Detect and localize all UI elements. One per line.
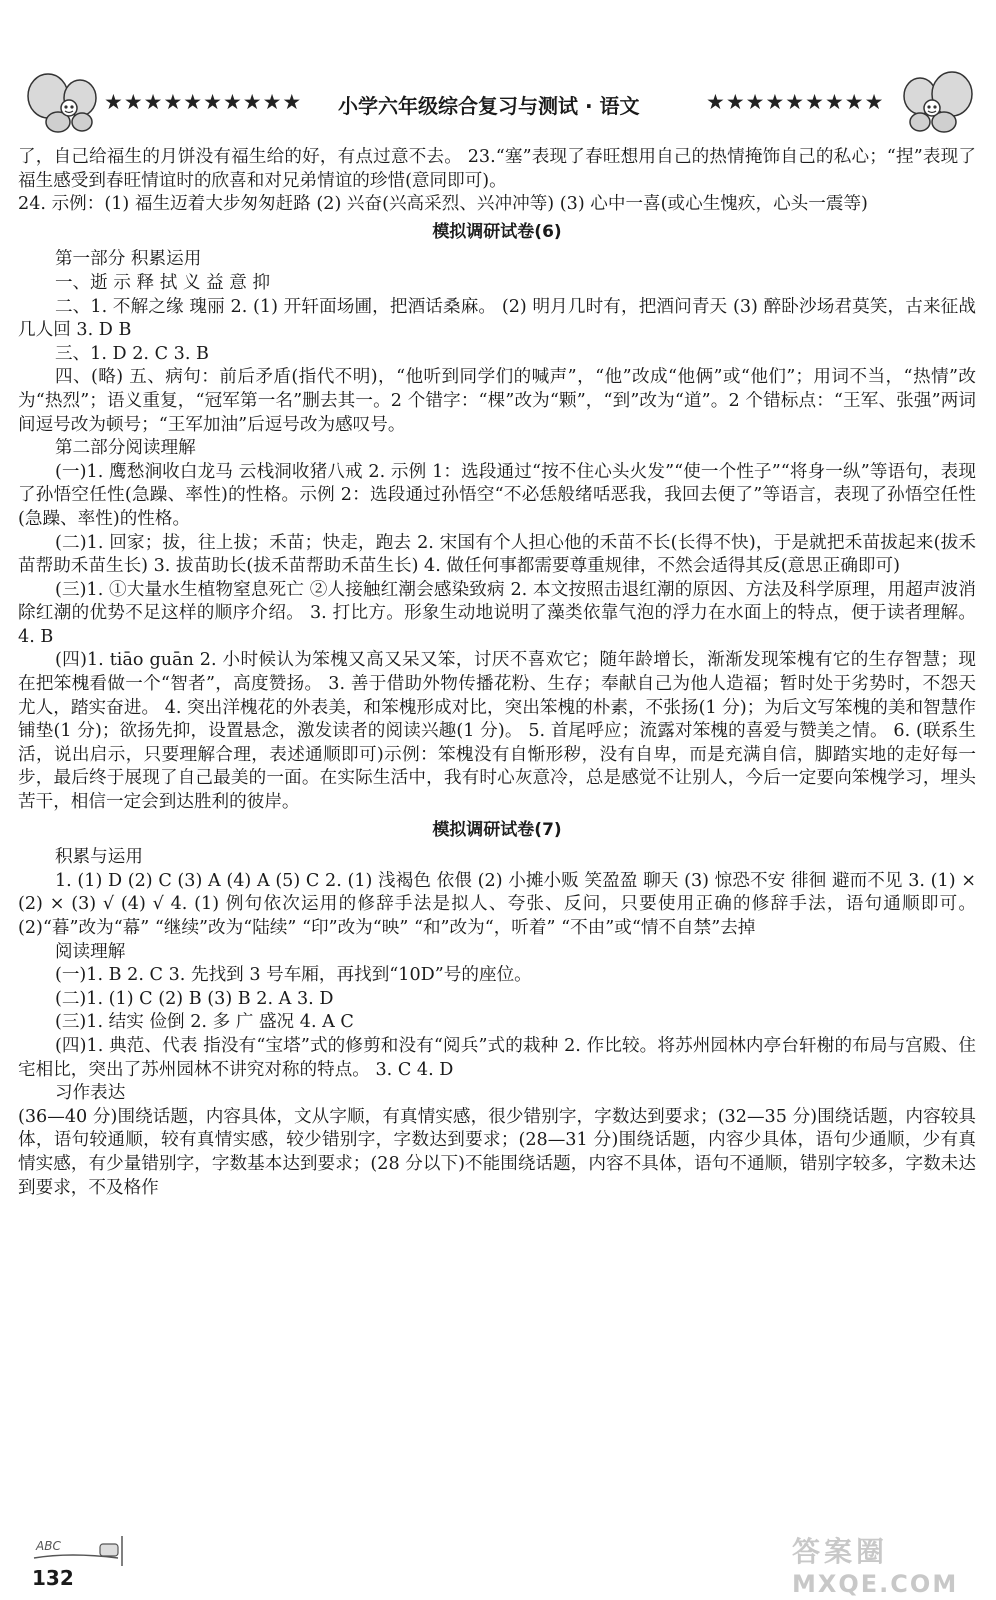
paragraph: 四、(略) 五、病句：前后矛盾(指代不明)，“他听到同学们的喊声”，“他”改成“他俩”或“他们”；用词不当，“热情”改为“热烈”；语义重复，“冠军第一名”删去其一。2 个错字：“棵”改为“颗”，“到”改为“道”。2 个错标点：“王军、张强”两词间逗号改为顿号；“王军加油”后逗号改为感叹号。 bbox=[18, 367, 976, 435]
butterfly-icon bbox=[22, 70, 104, 140]
stars-right: ★★★★★★★★★ bbox=[706, 90, 885, 114]
paragraph: 24. 示例：(1) 福生迈着大步匆匆赶路 (2) 兴奋(兴高采烈、兴冲冲等) (3) 心中一喜(或心生愧疚，心头一震等) bbox=[18, 194, 868, 215]
page-header bbox=[0, 70, 996, 140]
paragraph: (三)1. ①大量水生植物窒息死亡 ②人接触红潮会感染致病 2. 本文按照击退红潮的原因、方法及科学原理，用超声波消除红潮的优势不足这样的顺序介绍。 3. 打比方。形象生动地说明了藻类依靠气泡的浮力在水面上的特点，便于读者理解。 4. B bbox=[18, 579, 976, 647]
watermark-text: 答案圈 bbox=[792, 1535, 889, 1568]
answer-content bbox=[18, 146, 976, 1200]
stars-left: ★★★★★★★★★★ bbox=[104, 90, 303, 114]
doodle-text: ABC bbox=[36, 1539, 61, 1553]
paragraph: (一)1. 鹰愁涧收白龙马 云栈洞收猪八戒 2. 示例 1：选段通过“按不住心头火发”“使一个性子”“将身一纵”等语句，表现了孙悟空任性(急躁、率性)的性格。示例 2：选段通过孙悟空“不必恁般绪咶恶我，我回去便了”等语言，表现了孙悟空任性(急躁、率性)的性格。 bbox=[18, 461, 976, 529]
paragraph: 二、1. 不解之缘 瑰丽 2. (1) 开轩面场圃，把酒话桑麻。 (2) 明月几时有，把酒问青天 (3) 醉卧沙场君莫笑，古来征战几人回 3. D B bbox=[18, 296, 976, 341]
paragraph: 第二部分阅读理解 bbox=[54, 438, 196, 459]
paragraph: 第一部分 积累运用 bbox=[54, 249, 202, 270]
abc-doodle-icon bbox=[30, 1532, 130, 1568]
paragraph: 1. (1) D (2) C (3) A (4) A (5) C 2. (1) 浅褐色 依偎 (2) 小摊小贩 笑盈盈 聊天 (3) 惊恐不安 徘徊 避而不见 3. (1) × (2) × (3) √ (4) √ 4. (1) 例句依次运用的修辞手法是拟人、夸张、反问，只要使用正确的修辞手法，语句通顺即可。(2)“暮”改为“幕” “继续”改为“陆续” “印”改为“映” “和”改为“，听着” “不由”或“情不自禁”去掉 bbox=[18, 870, 976, 938]
paragraph: (四)1. 典范、代表 指没有“宝塔”式的修剪和没有“阅兵”式的栽种 2. 作比较。将苏州园林内亭台轩榭的布局与宫殿、住宅相比，突出了苏州园林不讲究对称的特点。 3. C 4. D bbox=[18, 1035, 976, 1080]
section-heading: 模拟调研试卷(7) bbox=[432, 819, 562, 840]
paragraph: 习作表达 bbox=[54, 1083, 126, 1104]
paragraph: (四)1. tiāo guān 2. 小时候认为笨槐又高又呆又笨，讨厌不喜欢它；随年龄增长，渐渐发现笨槐有它的生存智慧；现在把笨槐看做一个“智者”，高度赞扬。 3. 善于借助外物传播花粉、生存；奉献自己为他人造福；暂时处于劣势时，不怨天尤人，踏实奋进。 4. 突出洋槐花的外表美，和笨槐形成对比，突出笨槐的朴素，不张扬(1 分)；为后文写笨槐的美和智慧作铺垫(1 分)；欲扬先抑，设置悬念，激发读者的阅读兴趣(1 分)。 5. 首尾呼应；流露对笨槐的喜爱与赞美之情。 6. (联系生活，说出启示，只要理解合理，表述通顺即可)示例：笨槐没有自惭形秽，没有自卑，而是充满自信，脚踏实地的走好每一步，最后终于展现了自己最美的一面。在实际生活中，我有时心灰意冷，总是感觉不让别人，今后一定要向笨槐学习，埋头苦干，相信一定会到达胜利的彼岸。 bbox=[18, 650, 976, 813]
butterfly-icon bbox=[898, 70, 978, 140]
paragraph: (二)1. 回家；拔，往上拔；禾苗；快走，跑去 2. 宋国有个人担心他的禾苗不长(长得不快)，于是就把禾苗拔起来(拔禾苗帮助禾苗生长) 3. 拔苗助长(拔禾苗帮助禾苗生长) 4. 做任何事都需要尊重规律，不然会适得其反(意思正确即可) bbox=[18, 532, 976, 577]
paragraph: (三)1. 结实 俭倒 2. 多 广 盛况 4. A C bbox=[54, 1012, 354, 1033]
paragraph: 阅读理解 bbox=[54, 941, 126, 962]
page-number: 132 bbox=[32, 1566, 74, 1590]
paragraph: 积累与运用 bbox=[54, 847, 143, 868]
page-title: 小学六年级综合复习与测试 · 语文 bbox=[338, 94, 640, 118]
paragraph: (一)1. B 2. C 3. 先找到 3 号车厢，再找到“10D”号的座位。 bbox=[54, 965, 532, 986]
paragraph: 一、逝 示 释 拭 义 益 意 抑 bbox=[54, 272, 271, 293]
section-heading: 模拟调研试卷(6) bbox=[432, 221, 562, 242]
paragraph: 三、1. D 2. C 3. B bbox=[54, 343, 209, 364]
paragraph: 了，自己给福生的月饼没有福生给的好，有点过意不去。 23.“塞”表现了春旺想用自己的热情掩饰自己的私心；“捏”表现了福生感受到春旺情谊时的欣喜和对兄弟情谊的珍惜(意同即可)。 bbox=[18, 147, 976, 191]
watermark bbox=[792, 1530, 958, 1598]
watermark-url: MXQE.COM bbox=[792, 1570, 959, 1598]
paragraph: (二)1. (1) C (2) B (3) B 2. A 3. D bbox=[54, 988, 334, 1009]
paragraph: (36—40 分)围绕话题，内容具体，文从字顺，有真情实感，很少错别字，字数达到要求；(32—35 分)围绕话题，内容较具体，语句较通顺，较有真情实感，较少错别字，字数达到要求；(28—31 分)围绕话题，内容少具体，语句少通顺，少有真情实感，有少量错别字，字数基本达到要求；(28 分以下)不能围绕话题，内容不具体，语句不通顺，错别字较多，字数未达到要求，不及格作 bbox=[18, 1106, 976, 1198]
